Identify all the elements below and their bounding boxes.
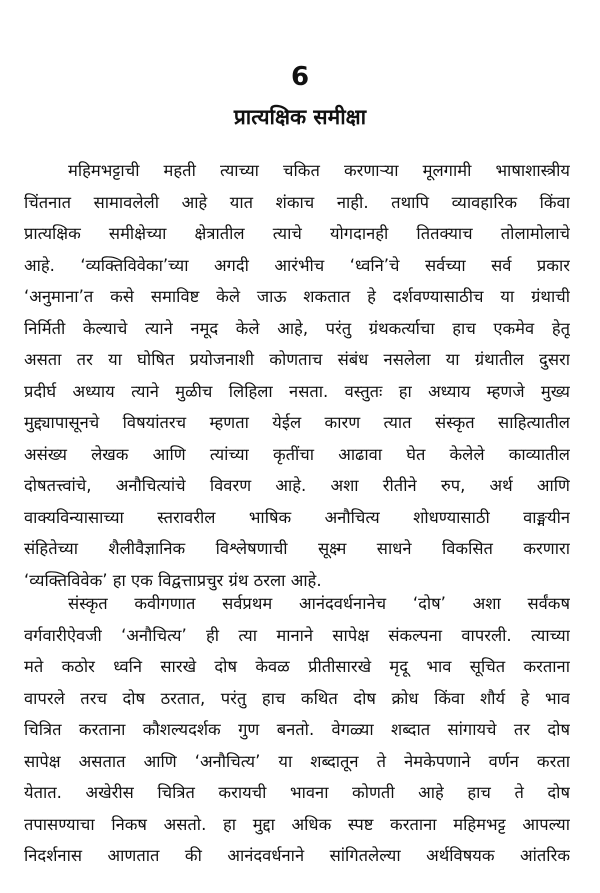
- paragraph-line: निदर्शनास आणतात की आनंदवर्धनाने सांगितलेल्या अर्थविषयक आंतरिक: [24, 846, 570, 865]
- paragraph-line: येतात. अखेरीस चित्रित करायची भावना कोणती आहे हाच ते दोष: [24, 783, 570, 802]
- paragraph-2: [24, 588, 570, 872]
- paragraph-line: असंख्य लेखक आणि त्यांच्या कृतींचा आढावा घेत केलेले काव्यातील: [24, 444, 570, 464]
- paragraph-line: वापरले तरच दोष ठरतात, परंतु हाच कथित दोष क्रोध किंवा शौर्य हे भाव: [24, 688, 570, 708]
- paragraph-1: [24, 155, 570, 596]
- paragraph-line: प्रात्यक्षिक समीक्षेच्या क्षेत्रातील त्याचे योगदानही तितक्याच तोलामोलाचे: [24, 224, 570, 243]
- paragraph-line: चिंतनात सामावलेली आहे यात शंकाच नाही. तथापि व्यावहारिक किंवा: [24, 192, 570, 212]
- paragraph-line: आहे. ‘व्यक्तिविवेका’च्या अगदी आरंभीच ‘ध्वनि’चे सर्वच्या सर्व प्रकार: [24, 255, 570, 275]
- paragraph-line: दोषतत्त्वांचे, अनौचित्यांचे विवरण आहे. अशा रीतीने रुप, अर्थ आणि: [24, 476, 570, 495]
- chapter-number: 6: [290, 62, 310, 92]
- paragraph-line: प्रदीर्घ अध्याय त्याने मुळीच लिहिला नसता. वस्तुतः हा अध्याय म्हणजे मुख्य: [24, 381, 570, 401]
- chapter-title: प्रात्यक्षिक समीक्षा: [233, 105, 367, 129]
- paragraph-line: निर्मिती केल्याचे त्याने नमूद केले आहे, परंतु ग्रंथकर्त्याचा हाच एकमेव हेतू: [24, 318, 570, 338]
- paragraph-line: सापेक्ष असतात आणि ‘अनौचित्य’ या शब्दातून ते नेमकेपणाने वर्णन करता: [24, 751, 570, 771]
- paragraph-line: असता तर या घोषित प्रयोजनाशी कोणताच संबंध नसलेला या ग्रंथातील दुसरा: [24, 350, 570, 369]
- paragraph-line: ‘अनुमाना’त कसे समाविष्ट केले जाऊ शकतात हे दर्शवण्यासाठीच या ग्रंथाची: [24, 287, 570, 306]
- paragraph-line: संस्कृत कवीगणात सर्वप्रथम आनंदवर्धनानेच ‘दोष’ अशा सर्वंकष: [68, 594, 570, 613]
- paragraph-line: ‘व्यक्तिविवेक’ हा एक विद्वत्ताप्रचुर ग्रंथ ठरला आहे.: [24, 570, 322, 590]
- paragraph-line: मते कठोर ध्वनि सारखे दोष केवळ प्रीतीसारखे मृदू भाव सूचित करताना: [24, 657, 570, 676]
- paragraph-line: मुद्द्यापासूनचे विषयांतरच म्हणता येईल कारण त्यात संस्कृत साहित्यातील: [24, 413, 570, 432]
- paragraph-line: महिमभट्टाची महती त्याच्या चकित करणाऱ्या मूलगामी भाषाशास्त्रीय: [68, 161, 570, 180]
- paragraph-line: वाक्यविन्यासाच्या स्तरावरील भाषिक अनौचित्य शोधण्यासाठी वाङ्मयीन: [24, 507, 570, 527]
- paragraph-line: चित्रित करताना कौशल्यदर्शक गुण बनतो. वेगळ्या शब्दात सांगायचे तर दोष: [24, 720, 570, 739]
- paragraph-line: वर्गवारीऐवजी ‘अनौचित्य’ ही त्या मानाने सापेक्ष संकल्पना वापरली. त्याच्या: [24, 625, 570, 645]
- paragraph-line: संहितेच्या शैलीवैज्ञानिक विश्लेषणाची सूक्ष्म साधने विकसित करणारा: [24, 539, 570, 558]
- paragraph-line: तपासण्याचा निकष असतो. हा मुद्दा अधिक स्पष्ट करताना महिमभट्ट आपल्या: [24, 814, 570, 834]
